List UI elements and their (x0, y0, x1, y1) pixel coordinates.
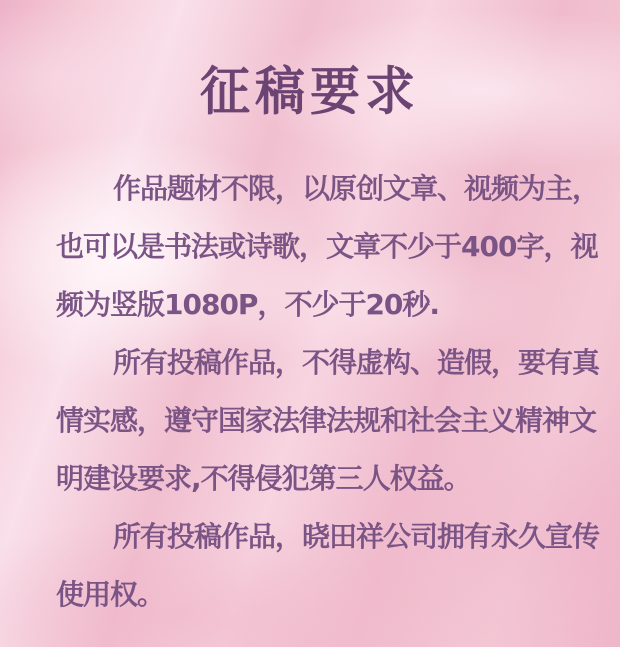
text-line: 使用权。 (56, 578, 165, 611)
text-line: 明建设要求,不得侵犯第三人权益。 (56, 462, 471, 495)
text-line: 所有投稿作品，不得虚构、造假，要有真 (113, 346, 600, 379)
text-line: 情实感，遵守国家法律法规和社会主义精神文 (56, 404, 597, 437)
body-text (56, 160, 600, 624)
page-title: 征稿要求 (200, 61, 420, 123)
text-line: 也可以是书法或诗歌，文章不少于400字，视 (56, 230, 598, 263)
text-line: 频为竖版1080P，不少于20秒. (56, 288, 440, 321)
text-line: 作品题材不限，以原创文章、视频为主， (113, 172, 600, 205)
text-line: 所有投稿作品，晓田祥公司拥有永久宣传 (113, 520, 600, 553)
